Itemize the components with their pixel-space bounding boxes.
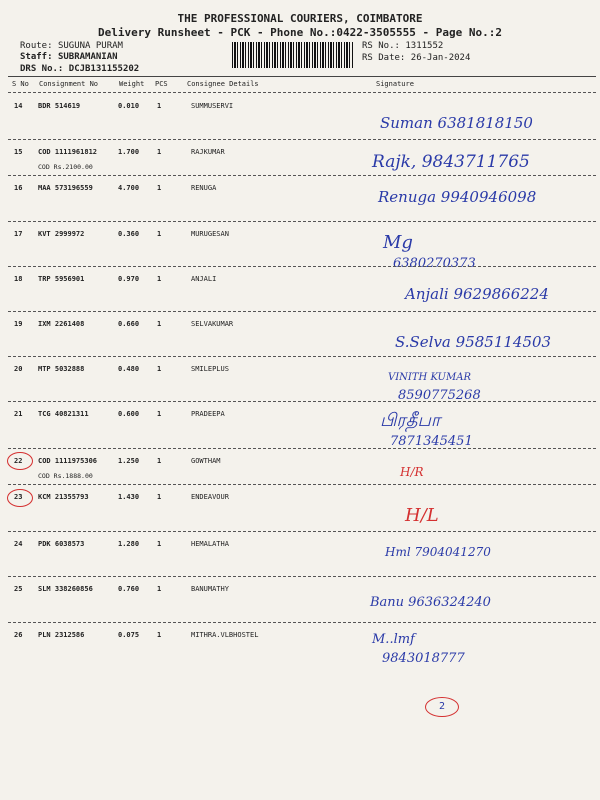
row-consignee: MITHRA.VLBHOSTEL	[191, 631, 259, 639]
row-cod-amount: COD Rs.2100.00	[38, 163, 93, 171]
row-sno: 18	[14, 275, 23, 283]
row-consignment: SLM 338260856	[38, 585, 93, 593]
row-signature: Suman 6381818150	[380, 114, 533, 132]
staff-label: Staff:	[20, 52, 53, 62]
runsheet-subtitle: Delivery Runsheet - PCK - Phone No.:0422-3505555 - Page No.:2	[98, 26, 502, 39]
row-signature: M..lmf	[372, 632, 415, 647]
route-label: Route:	[20, 41, 53, 51]
row-consignee: HEMALATHA	[191, 540, 229, 548]
row-signature: Rajk, 9843711765	[372, 152, 530, 172]
row-weight: 0.360	[118, 230, 140, 238]
row-sno: 16	[14, 184, 23, 192]
row-signature-phone: 7871345451	[390, 434, 473, 449]
col-consignee: Consignee Details	[187, 80, 259, 88]
row-separator	[8, 576, 596, 577]
route-value: SUGUNA PURAM	[57, 41, 123, 51]
row-consignment: PLN 2312586	[38, 631, 85, 639]
row-weight: 4.700	[118, 184, 140, 192]
row-weight: 0.760	[118, 585, 140, 593]
row-pcs: 1	[157, 410, 162, 418]
col-consignment: Consignment No	[39, 80, 99, 88]
row-consignee: MURUGESAN	[191, 230, 229, 238]
row-sno: 20	[14, 365, 23, 373]
row-pcs: 1	[157, 230, 162, 238]
row-signature: Renuga 9940946098	[378, 188, 537, 206]
header-rule-bottom	[8, 92, 596, 93]
row-weight: 1.430	[118, 493, 140, 501]
row-weight: 0.660	[118, 320, 140, 328]
row-separator	[8, 139, 596, 140]
row-pcs: 1	[157, 365, 162, 373]
row-consignee: BANUMATHY	[191, 585, 229, 593]
row-consignee: ENDEAVOUR	[191, 493, 229, 501]
row-consignment: MTP 5032888	[38, 365, 85, 373]
row-sno: 25	[14, 585, 23, 593]
row-weight: 1.250	[118, 457, 140, 465]
row-sno: 21	[14, 410, 23, 418]
row-separator	[8, 531, 596, 532]
row-separator	[8, 175, 596, 176]
row-separator	[8, 311, 596, 312]
row-weight: 0.480	[118, 365, 140, 373]
rs-date-value: 26-Jan-2024	[410, 53, 471, 63]
row-consignment: PDK 6038573	[38, 540, 85, 548]
row-sno: 15	[14, 148, 23, 156]
rs-date-line	[362, 53, 470, 63]
row-signature: பிரதீபா	[380, 410, 441, 431]
row-sno: 24	[14, 540, 23, 548]
row-consignment: KCM 21355793	[38, 493, 89, 501]
row-consignee: RENUGA	[191, 184, 217, 192]
drs-label: DRS No.:	[20, 64, 64, 74]
row-signature-phone: 8590775268	[398, 388, 481, 403]
page-mark: 2	[425, 697, 459, 717]
row-separator	[8, 484, 596, 485]
row-separator	[8, 622, 596, 623]
row-pcs: 1	[157, 457, 162, 465]
row-weight: 0.075	[118, 631, 140, 639]
header-rule-top	[8, 76, 596, 77]
row-sno: 23	[14, 493, 23, 501]
row-sno: 14	[14, 102, 23, 110]
drs-line	[20, 64, 139, 74]
row-consignment: KVT 2999972	[38, 230, 85, 238]
row-sno: 17	[14, 230, 23, 238]
row-sno: 26	[14, 631, 23, 639]
row-weight: 0.970	[118, 275, 140, 283]
col-sno: S No	[12, 80, 29, 88]
rs-no-label: RS No.:	[362, 41, 400, 51]
row-signature: S.Selva 9585114503	[395, 333, 552, 351]
row-consignee: GOWTHAM	[191, 457, 221, 465]
company-title: THE PROFESSIONAL COURIERS, COIMBATORE	[177, 12, 423, 25]
row-signature: H/L	[405, 505, 439, 526]
row-sno: 22	[14, 457, 23, 465]
drs-value: DCJB131155202	[68, 64, 140, 74]
row-consignee: PRADEEPA	[191, 410, 225, 418]
col-signature: Signature	[376, 80, 414, 88]
row-separator	[8, 401, 596, 402]
row-separator	[8, 266, 596, 267]
staff-value: SUBRAMANIAN	[57, 52, 118, 62]
row-separator	[8, 221, 596, 222]
col-pcs: PCS	[155, 80, 168, 88]
row-weight: 1.700	[118, 148, 140, 156]
row-consignment: MAA 573196559	[38, 184, 93, 192]
row-consignment: COD 1111961812	[38, 148, 98, 156]
row-pcs: 1	[157, 184, 162, 192]
row-pcs: 1	[157, 148, 162, 156]
row-signature: H/R	[400, 465, 424, 479]
row-signature: Mg	[383, 232, 413, 253]
row-pcs: 1	[157, 493, 162, 501]
row-cod-amount: COD Rs.1888.00	[38, 472, 93, 480]
rs-no-line	[362, 41, 443, 51]
row-consignee: RAJKUMAR	[191, 148, 225, 156]
row-pcs: 1	[157, 585, 162, 593]
row-signature: VINITH KUMAR	[388, 372, 471, 383]
rs-date-label: RS Date:	[362, 53, 406, 63]
row-pcs: 1	[157, 102, 162, 110]
row-separator	[8, 448, 596, 449]
row-pcs: 1	[157, 631, 162, 639]
row-consignment: COD 1111975306	[38, 457, 98, 465]
row-consignee: SELVAKUMAR	[191, 320, 234, 328]
col-weight: Weight	[119, 80, 145, 88]
row-consignee: SMILEPLUS	[191, 365, 229, 373]
rs-no-value: 1311552	[405, 41, 444, 51]
row-consignment: BDR 514619	[38, 102, 81, 110]
red-circle-23	[7, 489, 33, 507]
row-sno: 19	[14, 320, 23, 328]
red-circle-22	[7, 452, 33, 470]
row-weight: 1.280	[118, 540, 140, 548]
row-consignee: ANJALI	[191, 275, 217, 283]
route-line	[20, 41, 123, 51]
row-signature: Anjali 9629866224	[405, 285, 549, 303]
row-separator	[8, 356, 596, 357]
row-pcs: 1	[157, 275, 162, 283]
row-consignment: IXM 2261408	[38, 320, 85, 328]
row-signature: Banu 9636324240	[370, 595, 491, 610]
row-signature: Hml 7904041270	[385, 545, 491, 559]
row-consignment: TCG 40821311	[38, 410, 89, 418]
row-signature-phone: 6380270373	[393, 256, 476, 271]
row-pcs: 1	[157, 540, 162, 548]
row-consignment: TRP 5956901	[38, 275, 85, 283]
staff-line	[20, 52, 118, 62]
row-signature-phone: 9843018777	[382, 651, 465, 666]
row-weight: 0.600	[118, 410, 140, 418]
row-consignee: SUMMUSERVI	[191, 102, 234, 110]
row-pcs: 1	[157, 320, 162, 328]
barcode	[232, 42, 354, 68]
row-weight: 0.010	[118, 102, 140, 110]
